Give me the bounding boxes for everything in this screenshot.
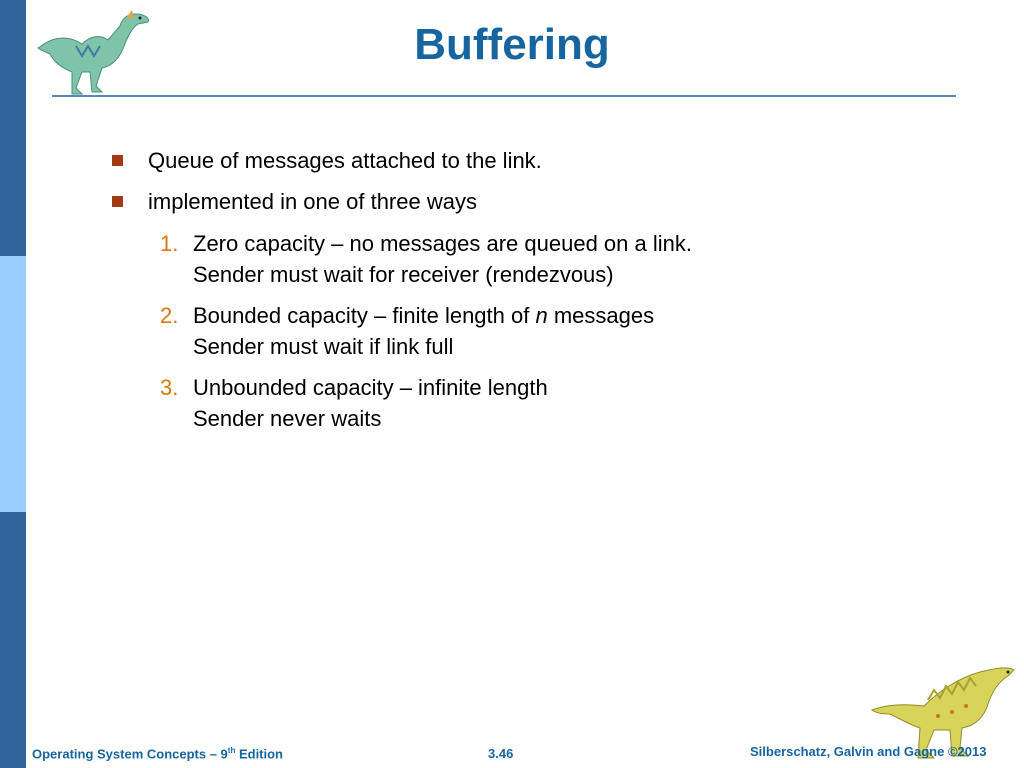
footer-book-title: Operating System Concepts – 9th Edition [32, 746, 284, 762]
numbered-item-2 [160, 300, 655, 359]
square-bullet-icon [112, 155, 123, 166]
numbered-item-3 [160, 372, 548, 431]
bullet-item [112, 189, 477, 215]
bullet-item [112, 148, 542, 174]
side-bar-bottom [0, 512, 26, 768]
side-bar-top [0, 0, 26, 256]
item-line1: Unbounded capacity – infinite length [193, 375, 548, 400]
item-number: 1. [160, 231, 179, 256]
footer-authors: Silberschatz, Galvin and Gagne ©2013 [750, 744, 987, 759]
numbered-item-1 [160, 228, 692, 287]
square-bullet-icon [112, 196, 123, 207]
bullet-text: implemented in one of three ways [148, 189, 477, 214]
item-number: 3. [160, 375, 179, 400]
slide-title: Buffering [414, 20, 610, 69]
item-line2: Sender never waits [193, 406, 382, 431]
bullet-text: Queue of messages attached to the link. [148, 148, 542, 173]
item-line1: Zero capacity – no messages are queued on a link. [193, 231, 692, 256]
title-divider [52, 95, 956, 97]
item-line1: Bounded capacity – finite length of n messages [193, 303, 655, 328]
side-bar-middle [0, 256, 26, 512]
footer-slide-number: 3.46 [488, 746, 514, 761]
item-line2: Sender must wait for receiver (rendezvous) [193, 262, 614, 287]
dinosaur-top-icon [36, 6, 154, 96]
item-number: 2. [160, 303, 179, 328]
item-line2: Sender must wait if link full [193, 334, 454, 359]
